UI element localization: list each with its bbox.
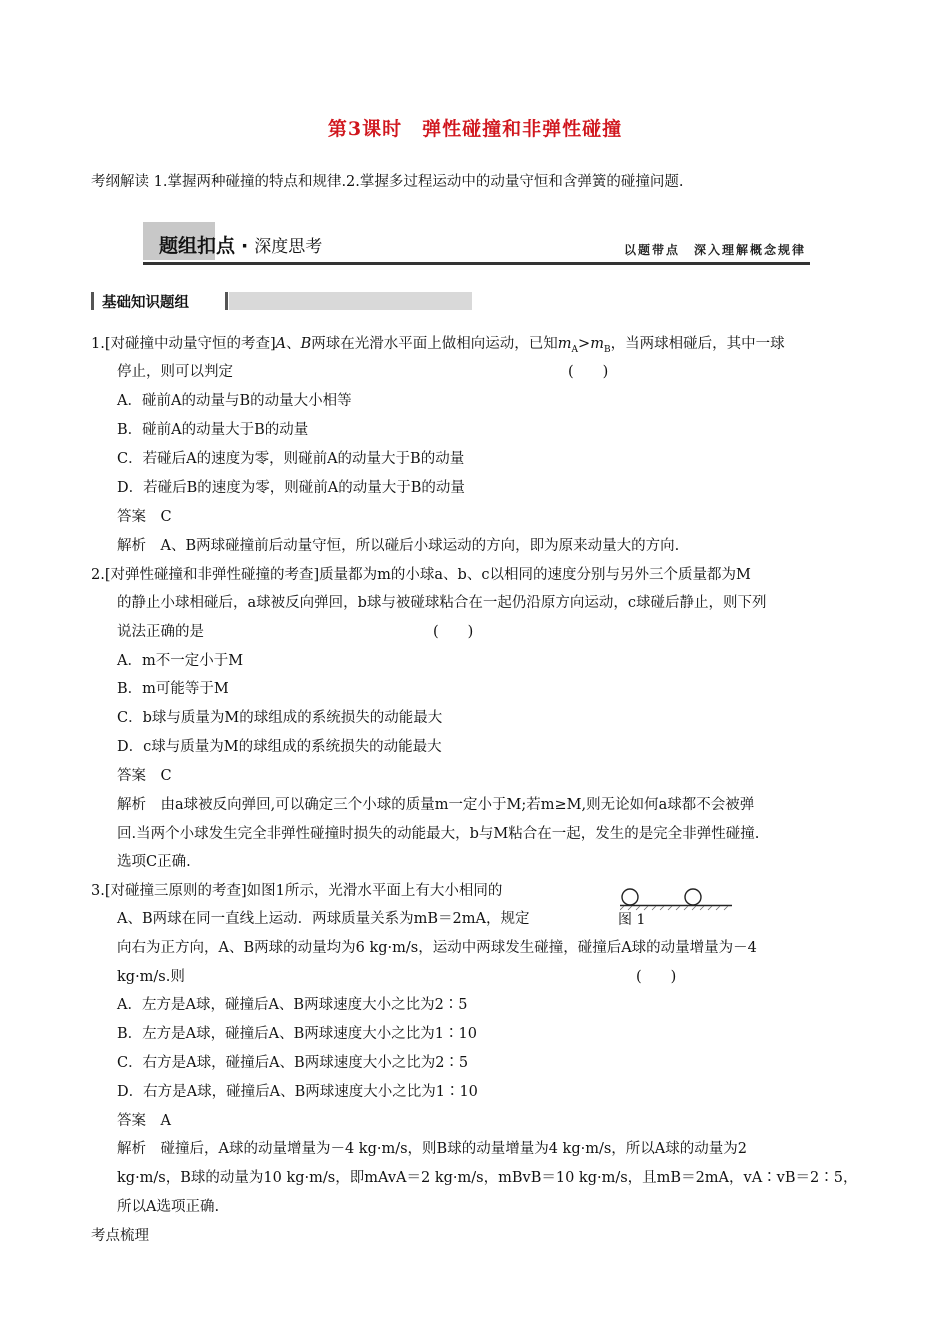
q2-line-1: 2.[对弹性碰撞和非弹性碰撞的考查]质量都为m的小球a、b、c以相同的速度分别与另外三个质量都为M bbox=[91, 567, 751, 583]
q3-answer-blank: ( ) bbox=[636, 969, 677, 985]
q1-sep: 、 bbox=[286, 336, 301, 352]
banner-main-text: 题组扣点 bbox=[159, 235, 236, 257]
q1-analysis: 解析 A、B两球碰撞前后动量守恒，所以碰后小球运动的方向，即为原来动量大的方向. bbox=[117, 538, 680, 554]
q1-option-c: C．若碰后A的速度为零，则碰前A的动量大于B的动量 bbox=[117, 451, 465, 467]
q1-gt: > bbox=[578, 336, 591, 352]
q2-line-3: 说法正确的是 bbox=[117, 624, 204, 640]
banner-title bbox=[159, 231, 322, 258]
q3-analysis-3: 所以A选项正确. bbox=[117, 1199, 220, 1215]
q3-analysis-1: 解析 碰撞后，A球的动量增量为－4 kg·m/s，则B球的动量增量为4 kg·m/s，所以A球的动量为2 bbox=[117, 1141, 747, 1157]
q3-line-2: A、B两球在同一直线上运动．两球质量关系为mB＝2mA，规定 bbox=[117, 911, 530, 927]
q2-answer-blank: ( ) bbox=[433, 624, 474, 640]
q1-var-a: A bbox=[275, 336, 287, 352]
q2-option-a: A．m不一定小于M bbox=[117, 653, 244, 669]
section-heading bbox=[91, 291, 472, 311]
outline-text: 考纲解读 1.掌握两种碰撞的特点和规律.2.掌握多过程运动中的动量守恒和含弹簧的碰撞问题. bbox=[91, 174, 684, 190]
q1-line-1 bbox=[91, 334, 785, 360]
q1-option-b: B．碰前A的动量大于B的动量 bbox=[117, 422, 309, 438]
section-heading-right-edge bbox=[225, 292, 228, 310]
figure-1-label: 图 1 bbox=[618, 912, 646, 928]
section-heading-label: 基础知识题组 bbox=[102, 295, 189, 311]
q2-analysis-3: 选项C正确. bbox=[117, 854, 191, 870]
q1-line-2: 停止，则可以判定 bbox=[117, 364, 233, 380]
q3-option-b: B．左方是A球，碰撞后A、B两球速度大小之比为1∶10 bbox=[117, 1026, 477, 1042]
banner-right-text: 以题带点 深入理解概念规律 bbox=[623, 243, 806, 257]
q2-option-d: D．c球与质量为M的球组成的系统损失的动能最大 bbox=[117, 739, 442, 755]
q1-mass-b: m bbox=[590, 336, 604, 352]
q2-option-b: B．m可能等于M bbox=[117, 681, 229, 697]
banner-rule bbox=[143, 262, 810, 265]
q2-analysis-2: 回.当两个小球发生完全非弹性碰撞时损失的动能最大，b与M粘合在一起，发生的是完全非弹性碰撞. bbox=[117, 826, 760, 842]
q1-var-b: B bbox=[300, 336, 312, 352]
q1-prefix: 1.[对碰撞中动量守恒的考查] bbox=[91, 336, 276, 352]
q1-tail: ，当两球相碰后，其中一球 bbox=[610, 336, 785, 352]
banner-sub-text: 深度思考 bbox=[254, 237, 323, 257]
q3-option-a: A．左方是A球，碰撞后A、B两球速度大小之比为2∶5 bbox=[117, 997, 468, 1013]
q1-option-d: D．若碰后B的速度为零，则碰前A的动量大于B的动量 bbox=[117, 480, 465, 496]
page-title: 第3课时 弹性碰撞和非弹性碰撞 bbox=[327, 118, 623, 140]
q1-mass-a-sub: A bbox=[571, 344, 579, 355]
ball-b-shape bbox=[685, 889, 701, 905]
q1-answer-blank: ( ) bbox=[568, 364, 609, 380]
q1-text: 两球在光滑水平面上做相向运动，已知 bbox=[311, 336, 558, 352]
q1-mass-b-sub: B bbox=[603, 344, 611, 355]
q3-option-d: D．右方是A球，碰撞后A、B两球速度大小之比为1∶10 bbox=[117, 1084, 478, 1100]
q2-answer: 答案 C bbox=[117, 768, 172, 784]
footer-heading: 考点梳理 bbox=[91, 1228, 149, 1244]
q3-option-c: C．右方是A球，碰撞后A、B两球速度大小之比为2∶5 bbox=[117, 1055, 469, 1071]
ball-a-shape bbox=[622, 889, 638, 905]
section-banner bbox=[143, 222, 810, 266]
q3-line-4: kg·m/s.则 bbox=[117, 969, 185, 985]
banner-dot: · bbox=[241, 235, 249, 257]
q3-analysis-2: kg·m/s，B球的动量为10 kg·m/s，即mAvA＝2 kg·m/s，mBvB＝10 kg·m/s，且mB＝2mA，vA∶vB＝2∶5， bbox=[117, 1170, 858, 1186]
q1-option-a: A．碰前A的动量与B的动量大小相等 bbox=[117, 393, 352, 409]
q2-line-2: 的静止小球相碰后，a球被反向弹回，b球与被碰球粘合在一起仍沿原方向运动，c球碰后静止，则下列 bbox=[117, 595, 767, 611]
q3-answer: 答案 A bbox=[117, 1113, 171, 1129]
q1-mass-a: m bbox=[557, 336, 572, 352]
q2-option-c: C．b球与质量为M的球组成的系统损失的动能最大 bbox=[117, 710, 443, 726]
section-heading-left-edge bbox=[91, 292, 94, 310]
q3-line-1: 3.[对碰撞三原则的考查]如图1所示，光滑水平面上有大小相同的 bbox=[91, 883, 503, 899]
q2-analysis-1: 解析 由a球被反向弹回,可以确定三个小球的质量m一定小于M;若m≥M,则无论如何a球都不会被弹 bbox=[117, 797, 755, 813]
section-heading-fill bbox=[229, 292, 472, 310]
q1-answer: 答案 C bbox=[117, 509, 172, 525]
q3-line-3: 向右为正方向，A、B两球的动量均为6 kg·m/s，运动中两球发生碰撞，碰撞后A球的动量增量为－4 bbox=[117, 940, 757, 956]
